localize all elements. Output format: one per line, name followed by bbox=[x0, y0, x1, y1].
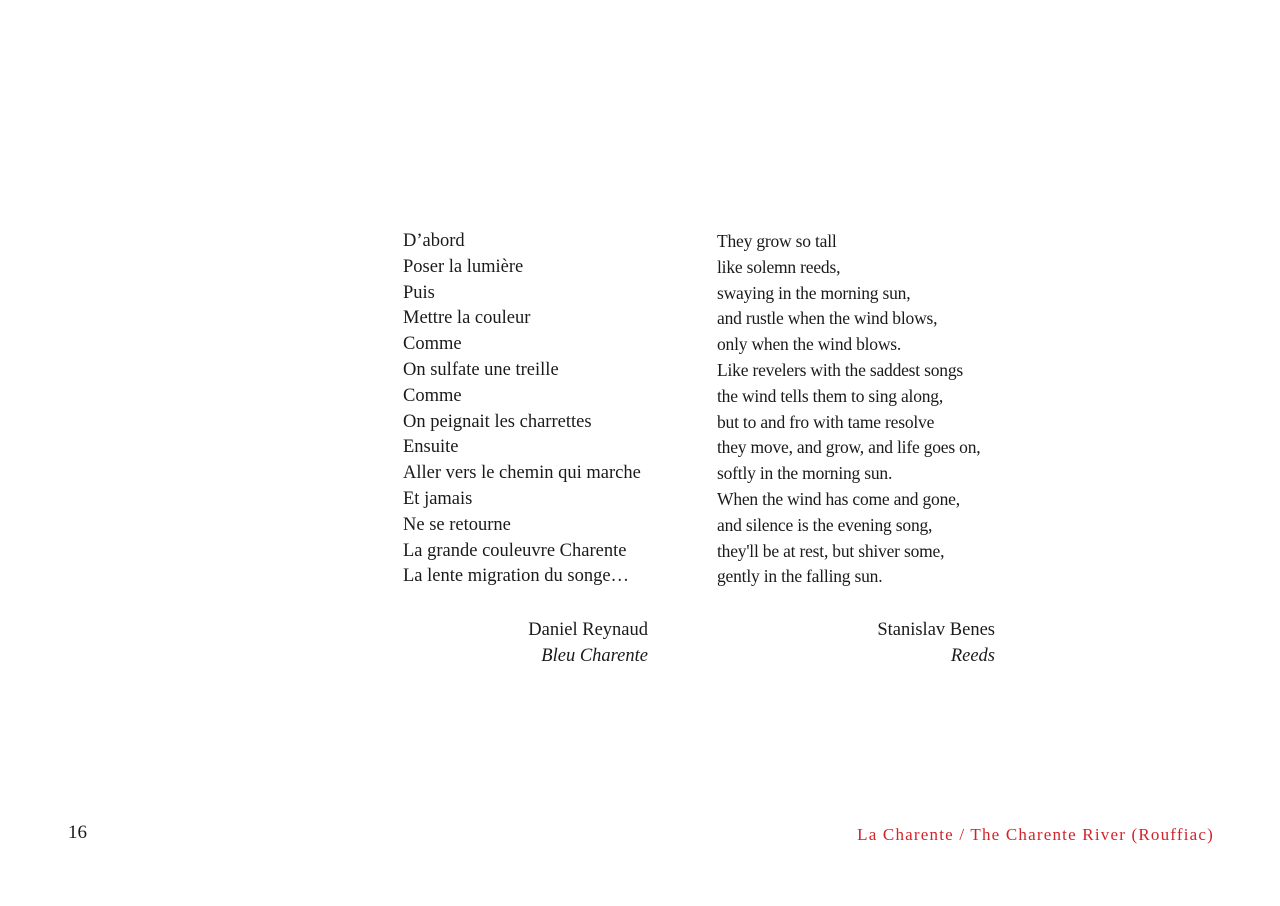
author-name: Stanislav Benes bbox=[877, 620, 995, 640]
poem-line: Comme bbox=[403, 334, 462, 355]
poem-line: Mettre la couleur bbox=[403, 308, 531, 329]
poem-line: Puis bbox=[403, 282, 435, 303]
poem-line: softly in the morning sun. bbox=[717, 463, 893, 484]
poem-line: the wind tells them to sing along, bbox=[717, 385, 944, 406]
poem-line: but to and fro with tame resolve bbox=[717, 411, 935, 432]
poem-line: Like revelers with the saddest songs bbox=[717, 359, 964, 380]
page-number: 16 bbox=[68, 822, 87, 843]
poem-left-french bbox=[403, 229, 653, 590]
poem-line: Ensuite bbox=[403, 437, 459, 458]
poem-line: only when the wind blows. bbox=[717, 334, 902, 355]
poem-line: Ne se retourne bbox=[403, 514, 511, 535]
poem-line: like solemn reeds, bbox=[717, 256, 841, 277]
running-footer-title: La Charente / The Charente River (Rouffiac) bbox=[857, 825, 1214, 844]
poem-line: and silence is the evening song, bbox=[717, 514, 933, 535]
poem-line: Poser la lumière bbox=[403, 256, 524, 277]
poem-line: La grande couleuvre Charente bbox=[403, 540, 627, 561]
poem-right-english bbox=[717, 229, 997, 590]
author-name: Daniel Reynaud bbox=[528, 620, 648, 640]
poem-line: gently in the falling sun. bbox=[717, 566, 883, 587]
poem-line: Comme bbox=[403, 385, 462, 406]
poem-line: On peignait les charrettes bbox=[403, 411, 592, 432]
attribution-right bbox=[717, 617, 995, 669]
poem-line: Et jamais bbox=[403, 488, 473, 509]
poem-line: and rustle when the wind blows, bbox=[717, 308, 938, 329]
poem-line: La lente migration du songe… bbox=[403, 566, 630, 587]
work-title: Bleu Charente bbox=[541, 646, 648, 666]
poem-line: Aller vers le chemin qui marche bbox=[403, 463, 641, 484]
work-title: Reeds bbox=[950, 646, 995, 666]
poem-line: When the wind has come and gone, bbox=[717, 488, 960, 509]
poem-line: they'll be at rest, but shiver some, bbox=[717, 540, 945, 561]
poem-line: On sulfate une treille bbox=[403, 359, 559, 380]
poem-line: They grow so tall bbox=[717, 231, 837, 251]
poem-line: swaying in the morning sun, bbox=[717, 282, 911, 303]
poem-line: D’abord bbox=[403, 231, 465, 251]
attribution-left bbox=[403, 617, 648, 669]
poem-line: they move, and grow, and life goes on, bbox=[717, 437, 981, 458]
